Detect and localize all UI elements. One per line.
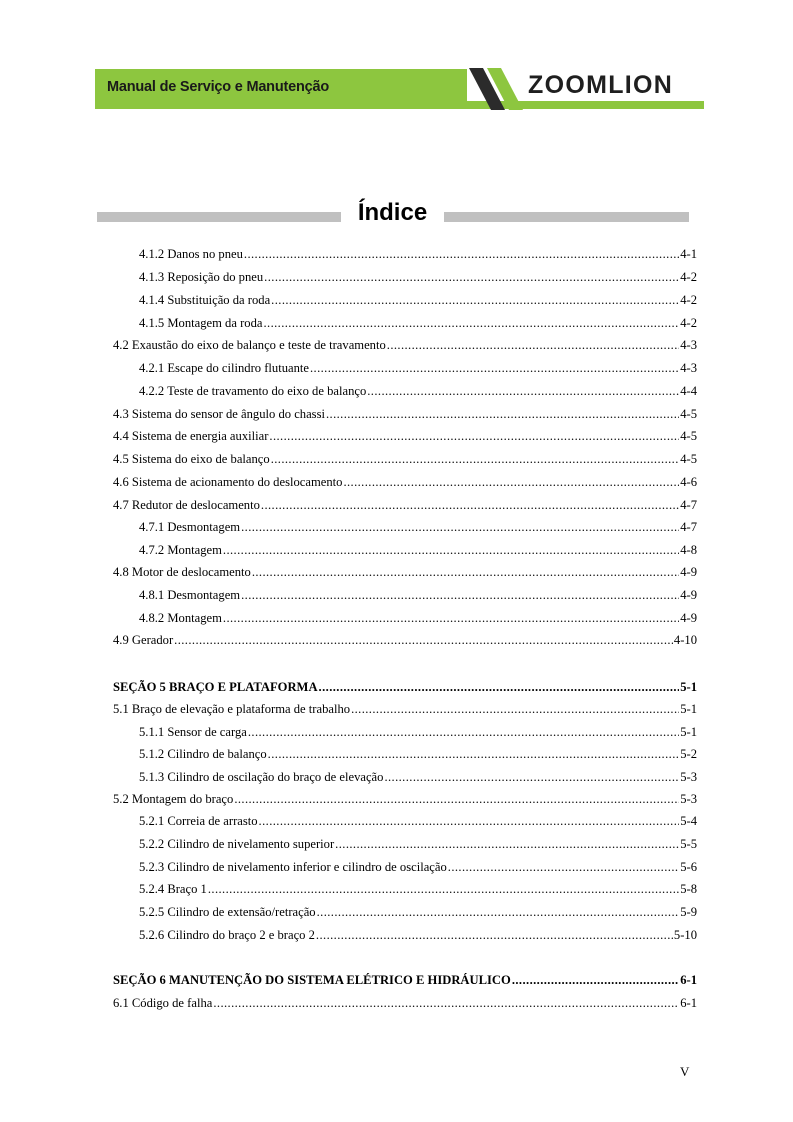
toc-entry-page: 4-5 <box>680 429 697 443</box>
toc-dot-leader <box>317 904 680 920</box>
toc-entry-label: 5.2.4 Braço 1 <box>139 882 207 896</box>
toc-entry-page: 4-3 <box>680 361 697 375</box>
toc-entry-label: 4.2.1 Escape do cilindro flutuante <box>139 361 309 375</box>
toc-dot-leader <box>241 519 679 535</box>
toc-entry-label: 5.2 Montagem do braço <box>113 792 234 806</box>
toc-entry-label: 4.8.2 Montagem <box>139 611 222 625</box>
toc-entry-page: 5-1 <box>680 702 697 716</box>
toc-entry[interactable] <box>139 724 697 740</box>
toc-dot-leader <box>271 451 680 467</box>
toc-entry-label: 4.9 Gerador <box>113 633 174 647</box>
toc-entry-page: 4-10 <box>673 633 697 647</box>
toc-dot-leader <box>213 995 679 1011</box>
toc-entry[interactable] <box>139 315 697 331</box>
toc-dot-leader <box>269 428 679 444</box>
toc-dot-leader <box>387 337 679 353</box>
toc-dot-leader <box>326 406 679 422</box>
toc-entry-label: 4.8.1 Desmontagem <box>139 588 241 602</box>
toc-entry[interactable] <box>139 383 697 399</box>
toc-entry-label: 4.7.2 Montagem <box>139 543 222 557</box>
toc-entry-label: 4.4 Sistema de energia auxiliar <box>113 429 269 443</box>
toc-dot-leader <box>335 836 679 852</box>
toc-entry[interactable] <box>139 542 697 558</box>
toc-entry-page: 4-5 <box>680 407 697 421</box>
manual-title: Manual de Serviço e Manutenção <box>107 79 330 95</box>
toc-dot-leader <box>384 769 679 785</box>
toc-entry-page: 4-1 <box>680 247 697 261</box>
toc-section-entry[interactable] <box>113 679 697 695</box>
toc-entry[interactable] <box>113 564 697 580</box>
toc-entry-page: 4-8 <box>680 543 697 557</box>
toc-dot-leader <box>248 724 679 740</box>
toc-dot-leader <box>310 360 679 376</box>
toc-entry-page: 4-2 <box>680 293 697 307</box>
toc-entry-page: 4-9 <box>680 588 697 602</box>
toc-entry[interactable] <box>139 292 697 308</box>
toc-entry-label: 6.1 Código de falha <box>113 996 213 1010</box>
toc-entry[interactable] <box>139 904 697 920</box>
toc-entry-page: 6-1 <box>680 996 697 1010</box>
toc-entry-page: 5-10 <box>673 928 697 942</box>
toc-entry-label: 5.2.2 Cilindro de nivelamento superior <box>139 837 335 851</box>
toc-entry-label: 4.6 Sistema de acionamento do deslocamento <box>113 475 343 489</box>
toc-entry-label: 5.1.2 Cilindro de balanço <box>139 747 267 761</box>
toc-entry[interactable] <box>139 246 697 262</box>
toc-entry-page: 5-1 <box>680 680 697 694</box>
toc-entry-page: 4-2 <box>680 270 697 284</box>
toc-entry[interactable] <box>113 406 697 422</box>
toc-entry-label: 5.2.6 Cilindro do braço 2 e braço 2 <box>139 928 315 942</box>
toc-entry[interactable] <box>139 746 697 762</box>
toc-dot-leader <box>268 746 680 762</box>
toc-dot-leader <box>241 587 679 603</box>
toc-dot-leader <box>223 542 679 558</box>
page-header <box>95 69 704 109</box>
toc-entry[interactable] <box>139 269 697 285</box>
toc-entry-label: 4.2.2 Teste de travamento do eixo de balanço <box>139 384 367 398</box>
index-rule-left <box>97 212 341 222</box>
page-number: V <box>680 1064 690 1079</box>
toc-entry[interactable] <box>113 497 697 513</box>
toc-entry[interactable] <box>113 451 697 467</box>
toc-dot-leader <box>208 881 679 897</box>
toc-entry[interactable] <box>139 813 697 829</box>
toc-entry[interactable] <box>113 337 697 353</box>
toc-dot-leader <box>343 474 679 490</box>
zoomlion-logo-text: ZOOMLION <box>528 71 674 99</box>
toc-entry-label: 4.5 Sistema do eixo de balanço <box>113 452 270 466</box>
toc-entry-label: 5.2.1 Correia de arrasto <box>139 814 258 828</box>
toc-entry-page: 4-7 <box>680 520 697 534</box>
toc-entry[interactable] <box>113 791 697 807</box>
toc-dot-leader <box>234 791 679 807</box>
toc-dot-leader <box>271 292 679 308</box>
toc-entry-label: 4.2 Exaustão do eixo de balanço e teste de travamento <box>113 338 386 352</box>
toc-entry-label: 5.1.1 Sensor de carga <box>139 725 247 739</box>
toc-entry[interactable] <box>113 632 697 648</box>
toc-entry[interactable] <box>139 881 697 897</box>
toc-entry-label: 4.1.3 Reposição do pneu <box>139 270 264 284</box>
toc-dot-leader <box>259 813 680 829</box>
toc-entry-label: SEÇÃO 5 BRAÇO E PLATAFORMA <box>113 680 318 694</box>
toc-entry-label: 4.1.5 Montagem da roda <box>139 316 263 330</box>
toc-entry[interactable] <box>139 859 697 875</box>
toc-entry[interactable] <box>139 836 697 852</box>
toc-dot-leader <box>367 383 679 399</box>
toc-dot-leader <box>448 859 679 875</box>
toc-entry-page: 5-3 <box>680 792 697 806</box>
toc-entry[interactable] <box>113 474 697 490</box>
toc-entry[interactable] <box>113 428 697 444</box>
toc-dot-leader <box>244 246 679 262</box>
toc-entry-label: 4.7.1 Desmontagem <box>139 520 241 534</box>
toc-entry-page: 5-5 <box>680 837 697 851</box>
toc-entry-page: 5-6 <box>680 860 697 874</box>
toc-entry[interactable] <box>139 927 697 943</box>
toc-entry-page: 5-2 <box>680 747 697 761</box>
toc-dot-leader <box>351 701 679 717</box>
toc-entry[interactable] <box>113 995 697 1011</box>
toc-entry[interactable] <box>113 701 697 717</box>
toc-entry-label: 4.3 Sistema do sensor de ângulo do chassi <box>113 407 325 421</box>
toc-entry-page: 4-7 <box>680 498 697 512</box>
toc-dot-leader <box>264 269 679 285</box>
zoomlion-logo-icon <box>465 68 527 110</box>
index-title: Índice <box>357 199 428 226</box>
toc-entry[interactable] <box>139 587 697 603</box>
toc-entry-page: 4-9 <box>680 565 697 579</box>
toc-entry-page: 4-9 <box>680 611 697 625</box>
toc-entry-page: 4-6 <box>680 475 697 489</box>
toc-entry-label: 5.1.3 Cilindro de oscilação do braço de elevação <box>139 770 384 784</box>
toc-dot-leader <box>223 610 679 626</box>
toc-entry-page: 5-1 <box>680 725 697 739</box>
toc-entry[interactable] <box>139 519 697 535</box>
toc-entry-page: 4-2 <box>680 316 697 330</box>
toc-dot-leader <box>316 927 673 943</box>
toc-entry-page: 4-3 <box>680 338 697 352</box>
toc-entry-page: 5-4 <box>680 814 697 828</box>
toc-entry-label: 5.1 Braço de elevação e plataforma de trabalho <box>113 702 351 716</box>
index-rule-right <box>444 212 689 222</box>
toc-entry-page: 5-3 <box>680 770 697 784</box>
toc-entry[interactable] <box>139 610 697 626</box>
toc-section-entry[interactable] <box>113 972 697 988</box>
toc-entry-label: 4.1.2 Danos no pneu <box>139 247 243 261</box>
toc-entry-label: 4.1.4 Substituição da roda <box>139 293 271 307</box>
toc-entry-label: 4.8 Motor de deslocamento <box>113 565 251 579</box>
toc-entry-page: 4-4 <box>680 384 697 398</box>
toc-dot-leader <box>252 564 679 580</box>
toc-dot-leader <box>174 632 673 648</box>
toc-entry-label: 5.2.3 Cilindro de nivelamento inferior e cilindro de oscilação <box>139 860 447 874</box>
toc-entry-page: 6-1 <box>680 973 697 987</box>
toc-entry-label: 5.2.5 Cilindro de extensão/retração <box>139 905 316 919</box>
toc-entry-page: 5-8 <box>680 882 697 896</box>
toc-entry[interactable] <box>139 769 697 785</box>
toc-dot-leader <box>512 972 679 988</box>
toc-dot-leader <box>261 497 679 513</box>
toc-entry[interactable] <box>139 360 697 376</box>
toc-entry-page: 4-5 <box>680 452 697 466</box>
toc-entry-label: 4.7 Redutor de deslocamento <box>113 498 260 512</box>
toc-dot-leader <box>319 679 680 695</box>
toc-entry-page: 5-9 <box>680 905 697 919</box>
toc-entry-label: SEÇÃO 6 MANUTENÇÃO DO SISTEMA ELÉTRICO E HIDRÁULICO <box>113 973 511 987</box>
toc-dot-leader <box>263 315 679 331</box>
